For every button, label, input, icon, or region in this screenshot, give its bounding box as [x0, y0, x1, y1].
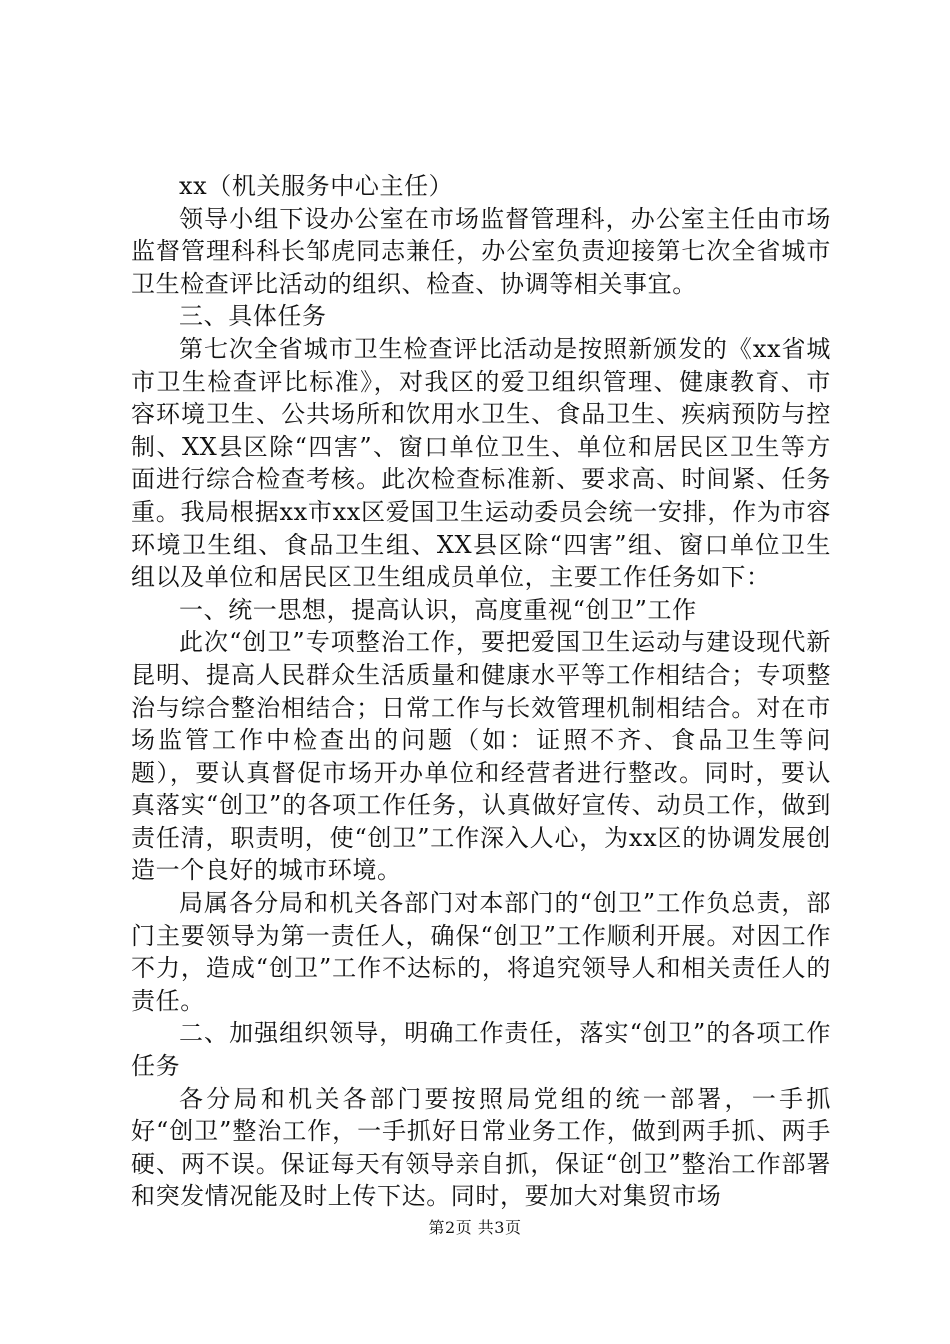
heading-strengthen-leadership: 二、加强组织领导，明确工作责任，落实“创卫”的各项工作任务 — [131, 1019, 831, 1081]
paragraph-office-director-note: xx（机关服务中心主任） — [179, 172, 454, 200]
heading-unify-thinking: 一、统一思想，提高认识，高度重视“创卫”工作 — [179, 595, 697, 624]
paragraph-branch-deployment: 各分局和机关各部门要按照局党组的统一部署，一手抓好“创卫”整治工作，一手抓好日常业务工作，做到两手抓、两手硬、两不误。保证每天有领导亲自抓，保证“创卫”整治工作部署和突发情况能及时上传下达。同时，要加大对集贸市场 — [131, 1084, 831, 1211]
paragraph-special-rectification: 此次“创卫”专项整治工作，要把爱国卫生运动与建设现代新昆明、提高人民群众生活质量和健康水平等工作相结合；专项整治与综合整治相结合；日常工作与长效管理机制相结合。对在市场监管工作中检查出的问题（如：证照不齐、食品卫生等问题），要认真督促市场开办单位和经营者进行整改。同时，要认真落实“创卫”的各项工作任务，认真做好宣传、动员工作，做到责任清，职责明，使“创卫”工作深入人心，为xx区的协调发展创造一个良好的城市环境。 — [131, 628, 831, 885]
document-body — [131, 170, 831, 1213]
paragraph-leading-group-office: 领导小组下设办公室在市场监督管理科，办公室主任由市场监督管理科科长邹虎同志兼任，办公室负责迎接第七次全省城市卫生检查评比活动的组织、检查、协调等相关事宜。 — [131, 204, 831, 298]
page-number-footer: 第2页 共3页 — [428, 1218, 522, 1237]
paragraph-department-responsibility: 局属各分局和机关各部门对本部门的“创卫”工作负总责，部门主要领导为第一责任人，确保“创卫”工作顺利开展。对因工作不力，造成“创卫”工作不达标的，将追究领导人和相关责任人的责任。 — [131, 889, 831, 1015]
heading-specific-tasks: 三、具体任务 — [179, 302, 327, 331]
paragraph-inspection-activity: 第七次全省城市卫生检查评比活动是按照新颁发的《xx省城市卫生检查评比标准》，对我区的爱卫组织管理、健康教育、市容环境卫生、公共场所和饮用水卫生、食品卫生、疾病预防与控制、XX县区除“四害”、窗口单位卫生、单位和居民区卫生等方面进行综合检查考核。此次检查标准新、要求高、时间紧、任务重。我局根据xx市xx区爱国卫生运动委员会统一安排，作为市容环境卫生组、食品卫生组、XX县区除“四害”组、窗口单位卫生组以及单位和居民区卫生组成员单位，主要工作任务如下： — [131, 334, 831, 592]
